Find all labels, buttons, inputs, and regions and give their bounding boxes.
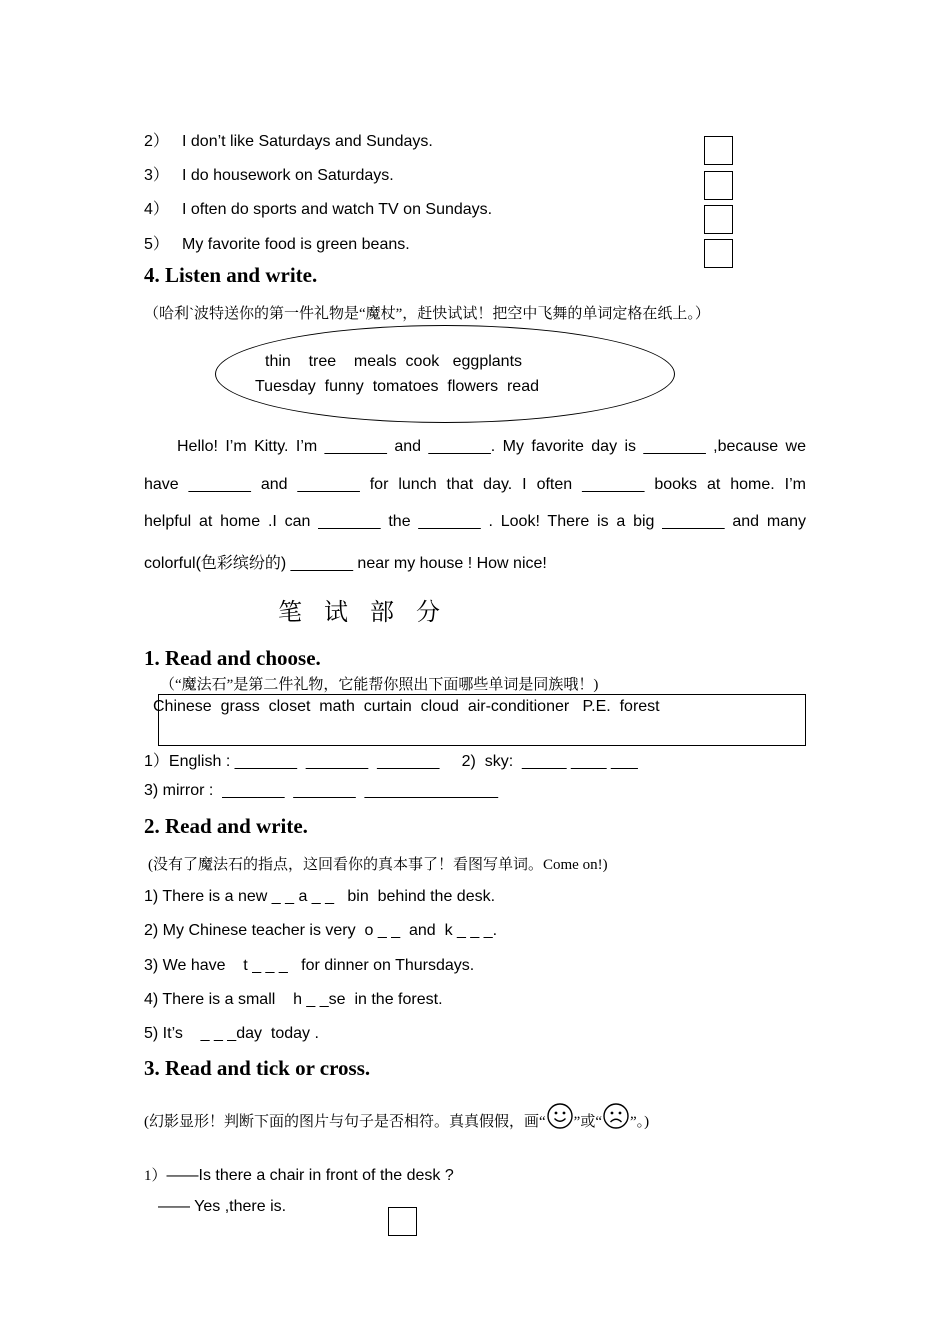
word-bank-line-1: thin tree meals cook eggplants: [265, 353, 523, 370]
w3-answer-1: —— Yes ,there is.: [158, 1198, 287, 1215]
w3-question-1: 1）——Is there a chair in front of the desk ?: [144, 1167, 454, 1184]
listen-item-2: 2） I don’t like Saturdays and Sundays.: [144, 133, 433, 150]
w2-item-1: 1) There is a new _ _ a _ _ bin behind the desk.: [144, 888, 496, 905]
w1-instruction: （“魔法石”是第二件礼物，它能帮你照出下面哪些单词是同族哦！): [160, 677, 599, 693]
w2-instruction: (没有了魔法石的指点，这回看你的真本事了！看图写单词。Come on!): [148, 857, 608, 873]
word-bank-line-2: Tuesday funny tomatoes flowers read: [255, 378, 539, 395]
sad-face-icon: [602, 1102, 630, 1135]
answer-box-5[interactable]: [704, 239, 733, 268]
w2-item-4: 4) There is a small h _ _se in the forest.: [144, 991, 443, 1008]
written-section-title: 笔试部分: [278, 598, 462, 626]
section4-instruction: （哈利`波特送你的第一件礼物是“魔杖”，赶快试试！把空中飞舞的单词定格在纸上。）: [144, 306, 710, 322]
paragraph-line-2: have _______ and _______ for lunch that day. I often _______ books at home. I’m: [144, 476, 806, 493]
w1-heading: 1. Read and choose.: [144, 646, 321, 670]
w2-item-2: 2) My Chinese teacher is very o _ _ and k _ _ _.: [144, 922, 498, 939]
listen-item-3: 3） I do housework on Saturdays.: [144, 167, 394, 184]
w1-line-2: 3) mirror : _______ _______ _______________: [144, 782, 499, 799]
answer-box-2[interactable]: [704, 136, 733, 165]
listen-item-4: 4） I often do sports and watch TV on Sundays.: [144, 201, 493, 218]
w3-heading: 3. Read and tick or cross.: [144, 1056, 371, 1080]
section4-heading: 4. Listen and write.: [144, 263, 318, 287]
w1-line-1: 1）English : _______ _______ _______ 2) sky: _____ ____ ___: [144, 753, 638, 770]
w2-item-3: 3) We have t _ _ _ for dinner on Thursdays.: [144, 957, 475, 974]
paragraph-line-3: helpful at home .I can _______ the _______ . Look! There is a big _______ and many: [144, 513, 806, 530]
paragraph-line-4: colorful(色彩缤纷的) _______ near my house ! How nice!: [144, 555, 547, 572]
tick-cross-box-1[interactable]: [388, 1207, 417, 1236]
word-ellipse: [215, 325, 675, 423]
w3-instruction: (幻影显形！判断下面的图片与句子是否相符。真真假假，画“ ”或“ ”。): [144, 1102, 649, 1135]
paragraph-line-1: Hello! I’m Kitty. I’m _______ and _______. My favorite day is _______ ,because we: [177, 438, 806, 455]
smiley-face-icon: [546, 1102, 574, 1135]
w2-item-5: 5) It’s _ _ _day today .: [144, 1025, 319, 1042]
w1-word-list: Chinese grass closet math curtain cloud air-conditioner P.E. forest: [153, 698, 660, 715]
answer-box-3[interactable]: [704, 171, 733, 200]
w2-heading: 2. Read and write.: [144, 814, 308, 838]
answer-box-4[interactable]: [704, 205, 733, 234]
listen-item-5: 5） My favorite food is green beans.: [144, 236, 410, 253]
